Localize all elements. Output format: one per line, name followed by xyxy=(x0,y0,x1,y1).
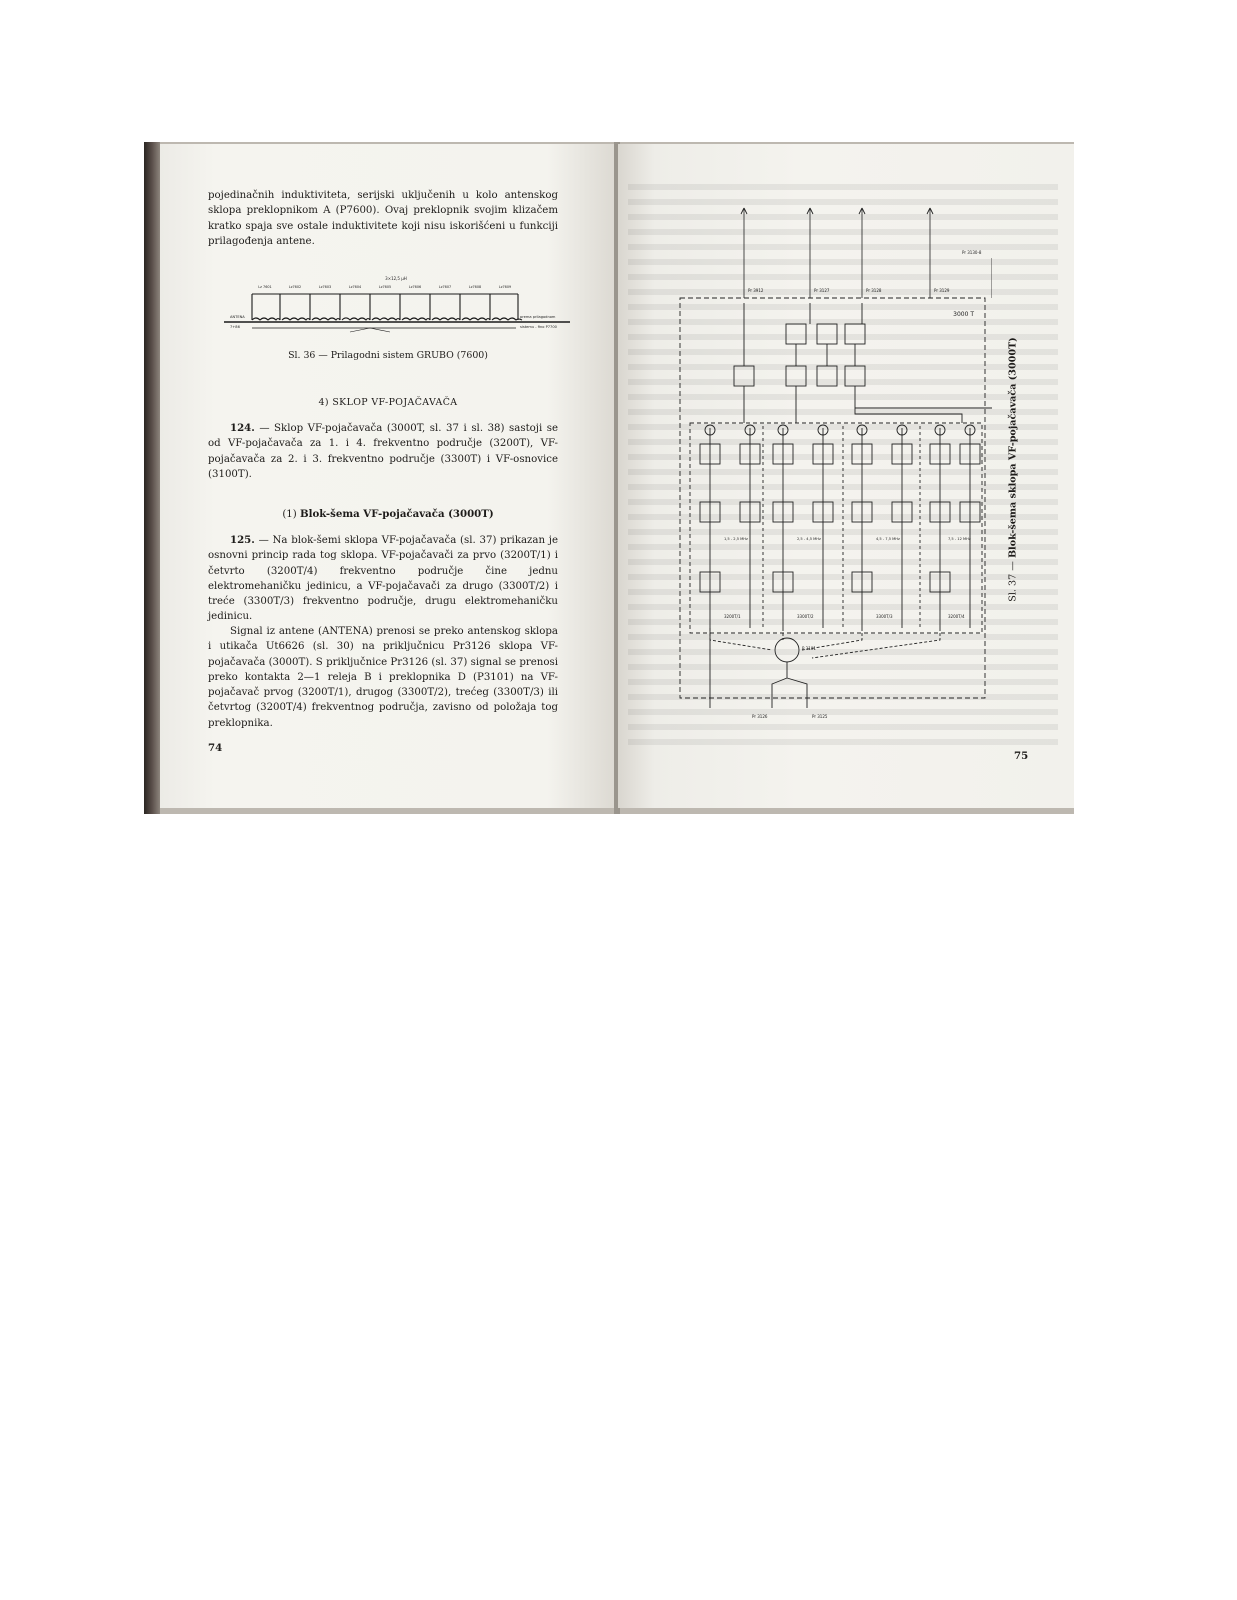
fig37-top-connectors xyxy=(748,250,982,293)
intro-paragraph: pojedinačnih induktiviteta, serijski uključenih u kolo antenskog sklopa preklopnikom A (P7600). Ovaj preklopnik svojim klizačem kratko spaja sve ostale induktivitete koji nisu iskorišćeni u funkciji prilagođenja antene. xyxy=(208,190,558,247)
page-number-left: 74 xyxy=(208,742,223,754)
fig37-switch-label: P 3101 xyxy=(802,646,816,651)
fig36-coil-label: Lz7608 xyxy=(468,285,482,289)
fig37-connector-label: Pr 3126 xyxy=(752,714,768,719)
fig37-connector-label: Pr 3125 xyxy=(812,714,828,719)
fig37-connector-label: Pr 3130-8 xyxy=(962,250,982,255)
caption-title: Blok-šema sklopa VF-pojačavača (3000T) xyxy=(1007,337,1019,559)
figure-37-caption xyxy=(1008,335,1019,605)
fig37-bottom-connectors xyxy=(752,714,828,719)
fig36-coil-labels xyxy=(258,285,511,289)
book-spine-edge xyxy=(144,142,160,814)
caption-prefix: Sl. 37 — xyxy=(1007,561,1019,602)
fig37-unit-labels xyxy=(724,614,965,619)
fig36-coil-label: Lz7607 xyxy=(438,285,452,289)
subheading-prefix: (1) xyxy=(282,509,297,520)
fig37-connector-label: Pr 3127 xyxy=(814,288,830,293)
fig37-unit-label: 3200T/1 xyxy=(724,614,741,619)
fig36-coil-label: Lz7602 xyxy=(288,285,302,289)
fig37-connector-label: Pr 3128 xyxy=(866,288,882,293)
fig37-band-label: 7,5 - 12 MHz xyxy=(948,537,971,541)
fig37-unit-label: 3200T/4 xyxy=(948,614,965,619)
paragraph-number: 124. xyxy=(230,422,255,434)
subheading-title: Blok-šema VF-pojačavača (3000T) xyxy=(300,508,494,520)
figure-36-coil-diagram xyxy=(220,272,570,342)
left-page xyxy=(160,144,616,808)
fig36-coil-label: Lz7603 xyxy=(318,285,332,289)
fig37-unit-label: 3300T/3 xyxy=(876,614,893,619)
paragraph-124-text: — Sklop VF-pojačavača (3000T, sl. 37 i sl. 38) sastoji se od VF-pojačavača za 1. i 4. frekventno područje (3200T), VF-pojačavača za 2. i 3. frekventno područje (3300T) i VF-osnovice (3100T). xyxy=(208,423,558,480)
paragraph-125 xyxy=(208,533,558,625)
page-number-right: 75 xyxy=(1014,750,1029,762)
fig37-unit-label: 3300T/2 xyxy=(797,614,814,619)
book-spread xyxy=(144,142,1074,814)
figure-37-caption-area xyxy=(996,324,1026,624)
paragraph-125-text: — Na blok-šemi sklopa VF-pojačavača (sl. 37) prikazan je osnovni princip rada tog sklopa. VF-pojačavači za prvo (3200T/1) i četvrto (3200T/4) frekventno područje čine jednu elektromehaničku jedinicu, a VF-pojačavači za drugo (3300T/2) i treće (3300T/3) frekventno područje, drugu elektromehaničku jedinicu. xyxy=(208,535,558,623)
fig36-right-label: sistemu - fino P7700 xyxy=(520,325,557,329)
paragraph-124 xyxy=(208,421,558,482)
fig37-connector-label: Pr 3912 xyxy=(748,288,764,293)
section-heading: 4) SKLOP VF-POJAČAVAČA xyxy=(318,397,458,408)
fig36-left-label: ANTENA xyxy=(230,315,245,319)
right-page xyxy=(618,144,1074,808)
figure-37-block-diagram xyxy=(662,188,992,728)
fig36-right-label: prema prilagodnom xyxy=(520,315,556,319)
figure-36-caption: Sl. 36 — Prilagodni sistem GRUBO (7600) xyxy=(288,350,488,361)
fig36-coil-label: Lz7604 xyxy=(348,285,362,289)
fig37-connector-label: Pr 3129 xyxy=(934,288,950,293)
fig36-top-label: 3×12,5 μH xyxy=(385,276,407,281)
fig36-coil-label: Lz7609 xyxy=(498,285,512,289)
fig37-band-labels xyxy=(724,537,971,541)
fig36-coil-label: Lz7606 xyxy=(408,285,422,289)
fig36-coil-label: Lz7605 xyxy=(378,285,392,289)
fig37-assembly-label: 3000 T xyxy=(953,311,974,318)
signal-paragraph: Signal iz antene (ANTENA) prenosi se preko antenskog sklopa i utikača Ut6626 (sl. 30) na priključnicu Pr3126 sklopa VF-pojačavača (3000T). S priključnice Pr3126 (sl. 37) signal se prenosi preko kontakta 2—1 releja B i preklopnika D (P3101) na VF-pojačavač prvog (3200T/1), drugog (3300T/2), trećeg (3300T/3) ili četvrtog (3200T/4) frekventnog područja, zavisno od položaja tog preklopnika. xyxy=(208,626,558,729)
fig37-band-label: 2,5 - 4,5 MHz xyxy=(797,537,821,541)
fig36-left-label: 7+86 xyxy=(230,325,240,329)
fig36-coil-label: Lz 7601 xyxy=(258,285,272,289)
fig37-band-label: 1,5 - 2,5 MHz xyxy=(724,537,748,541)
fig37-band-label: 4,5 - 7,5 MHz xyxy=(876,537,900,541)
subsection-heading xyxy=(160,508,616,520)
paragraph-number: 125. xyxy=(230,534,255,546)
